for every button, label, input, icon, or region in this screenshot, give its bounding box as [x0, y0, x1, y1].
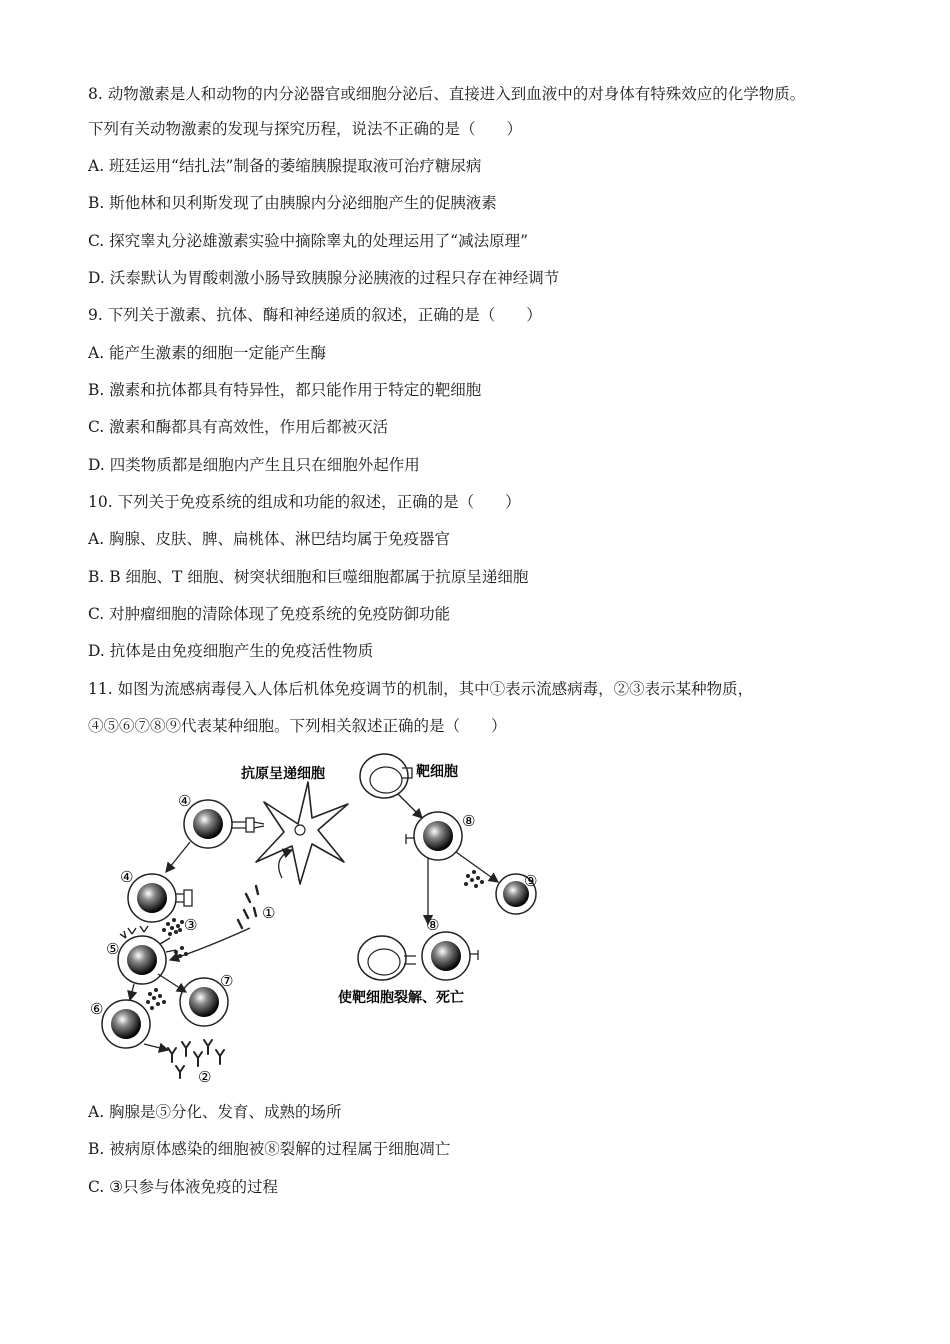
substance-3-dots: [162, 918, 184, 936]
cell-4-middle: [128, 874, 192, 922]
q9-option-c: C. 激素和酶都具有高效性，作用后都被灭活: [88, 418, 389, 436]
label-5: ⑤: [106, 940, 120, 958]
cell-8-bottom: [422, 932, 478, 980]
q10-option-b: B. B 细胞、T 细胞、树突状细胞和巨噬细胞都属于抗原呈递细胞: [88, 568, 529, 586]
label-2: ②: [198, 1068, 212, 1086]
cell-4-top: [184, 800, 264, 848]
q8-option-c: C. 探究睾丸分泌雄激素实验中摘除睾丸的处理运用了“减法原理”: [88, 232, 529, 250]
cell-5: [118, 926, 188, 984]
cell-8-top: [406, 812, 462, 860]
label-8-bottom: ⑧: [426, 916, 440, 934]
immune-regulation-diagram: [86, 752, 536, 1092]
q10-stem: 10. 下列关于免疫系统的组成和功能的叙述，正确的是（ ）: [88, 493, 521, 511]
target-cell-label: 靶细胞: [416, 764, 458, 780]
label-6: ⑥: [90, 1000, 104, 1018]
q8-stem-line1: 8. 动物激素是人和动物的内分泌器官或细胞分泌后、直接进入到血液中的对身体有特殊效应的化学物质。: [88, 85, 806, 103]
q11-option-a: A. 胸腺是⑤分化、发育、成熟的场所: [88, 1103, 342, 1121]
label-7: ⑦: [220, 972, 234, 990]
q11-option-b: B. 被病原体感染的细胞被⑧裂解的过程属于细胞凋亡: [88, 1140, 451, 1158]
q11-stem-line1: 11. 如图为流感病毒侵入人体后机体免疫调节的机制，其中①表示流感病毒，②③表示某种物质，: [88, 680, 754, 698]
q8-option-a: A. 班廷运用“结扎法”制备的萎缩胰腺提取液可治疗糖尿病: [88, 157, 482, 175]
apc-label: 抗原呈递细胞: [241, 766, 325, 782]
q9-option-b: B. 激素和抗体都具有特异性，都只能作用于特定的靶细胞: [88, 381, 482, 399]
q8-option-b: B. 斯他林和贝利斯发现了由胰腺内分泌细胞产生的促胰液素: [88, 194, 497, 212]
target-cell-top: [360, 754, 412, 798]
label-4-top: ④: [178, 792, 192, 810]
target-cell-bottom: [358, 936, 416, 980]
q11-option-c: C. ③只参与体液免疫的过程: [88, 1178, 279, 1196]
q10-option-c: C. 对肿瘤细胞的清除体现了免疫系统的免疫防御功能: [88, 605, 451, 623]
label-8-top: ⑧: [462, 812, 476, 830]
q8-stem-line2: 下列有关动物激素的发现与探究历程，说法不正确的是（ ）: [88, 120, 523, 138]
q9-option-d: D. 四类物质都是细胞内产生且只在细胞外起作用: [88, 456, 420, 474]
virus-particles: [238, 886, 258, 928]
q9-option-a: A. 能产生激素的细胞一定能产生酶: [88, 344, 327, 362]
lysis-label: 使靶细胞裂解、死亡: [338, 990, 464, 1006]
q10-option-a: A. 胸腺、皮肤、脾、扁桃体、淋巴结均属于免疫器官: [88, 530, 451, 548]
antibodies-2: [168, 1040, 224, 1078]
dots-near-9: [464, 870, 484, 888]
cell-6: [102, 1000, 150, 1048]
q8-option-d: D. 沃泰默认为胃酸刺激小肠导致胰腺分泌胰液的过程只存在神经调节: [88, 269, 560, 287]
label-4-middle: ④: [120, 868, 134, 886]
secreted-dots: [146, 988, 166, 1010]
label-9: ⑨: [524, 872, 538, 890]
q11-stem-line2: ④⑤⑥⑦⑧⑨代表某种细胞。下列相关叙述正确的是（ ）: [88, 717, 507, 735]
antigen-presenting-cell: [256, 782, 348, 884]
q10-option-d: D. 抗体是由免疫细胞产生的免疫活性物质: [88, 642, 374, 660]
label-1: ①: [262, 904, 276, 922]
q9-stem: 9. 下列关于激素、抗体、酶和神经递质的叙述，正确的是（ ）: [88, 306, 542, 324]
label-3: ③: [184, 916, 198, 934]
